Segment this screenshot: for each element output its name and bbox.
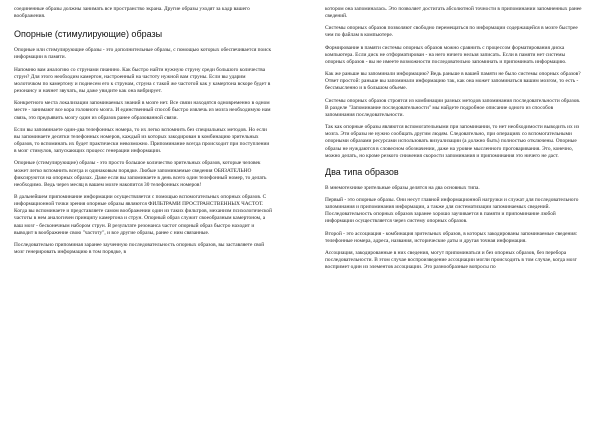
paragraph: Последовательно припоминая заранее заученную последовательность опорных образов, вы заставляете свой мозг генерировать информацию в том порядке, в xyxy=(14,241,265,256)
section-heading-support-images: Опорные (стимулирующие) образы xyxy=(14,29,163,40)
paragraph: В мнемотехнике зрительные образы делятся на два основных типа. xyxy=(325,184,480,191)
paragraph: Конкретного места локализации запоминаемых знаний в мозге нет. Все связи находятся одновременно в одном месте - занимают все кора головного мозга. И единственный способ быстро извлечь из мозга необходимую нам связь, это предъявить мозгу один из образов ранее образованной связи. xyxy=(14,100,271,121)
left-column xyxy=(14,6,273,420)
paragraph: Так как опорные образы являются вспомогательными при запоминании, то нет необходимости выводить их из мозга. Эти образы не нужно сообщать другим людям. Следовательно, при операциях со вспомогательными опорными образами ресурсами использовать визуализации (а должно быть) полностью отключены. Опорные образы не нуждаются в словесном обозначении, даже на уровне мысленного проговаривания. Это, конечно, можно делать, но кроме резкого снижения скорости запоминания и припоминания это ничего не даст. xyxy=(325,124,580,159)
paragraph: Второй - это ассоциация - комбинация зрительных образов, в которых закодированы запоминаемые сведения: телефонные номера, адреса, названия, исторические даты и другая точная информация. xyxy=(325,230,578,244)
paragraph: Опорные (стимулирующие) образы - это просто большое количество зрительных образов, которые человек может легко вспомнить всегда и одинаковым порядке. Любые запоминаемые сведения ОБЯЗАТЕЛЬНО фиксируются на опорных образах. Даже если вы запоминаете в день всего один телефонный номер, то делать необходимо. Ведь через месяц в вашем мозге накопится 30 телефонных номеров! xyxy=(14,160,267,188)
paragraph: Напомню вам аналогию со струнами пианино. Как быстро найти нужную струну среди большого количества струн? Для этого необходим камертон, настроенный на частоту нужной вам струны. Если вы ударим молоточком по камертону и поднесем его к струнам, струна с такой же частотой как у камертона вскоре будет в резонансу и начнет звучать, вы даже увидите как она вибрирует. xyxy=(14,66,271,95)
paragraph: Формирование в памяти системы опорных образов можно сравнить с процессом форматирования диска компьютера. Если диск не отформатирован - на него ничего нельзя записать. Если в памяти нет системы опорных образов - вы не имеете возможности последовательно запоминать и припоминать информацию. xyxy=(325,44,567,65)
paragraph: Системы опорных образов позволяют свободно перемещаться по информации содержащейся в мозге быстрее чем по файлам в компьютере. xyxy=(325,25,578,39)
paragraph: Если вы запоминаете один-два телефонных номера, то их легко вспомнить без специальных методов. Но если вы запоминаете десятки телефонных номеров, каждый из которых закодирован в комбинацию зрительных образов, то вспоминать их будет практически невозможно. Припоминание всегда происходит при поступлении в мозг стимулов, запускающих процесс генерации информации. xyxy=(14,126,270,155)
paragraph: Первый - это опорные образы. Они несут главной информационной нагрузки и служат для последовательного запоминания и припоминания информации, а также для систематизации запоминаемых сведений. Последовательность опорных образов заранее хорошо заучивается в памяти и припоминание любой информации осуществляется через систему опорных образов. xyxy=(325,196,579,225)
section-heading-two-types: Два типа образов xyxy=(325,166,399,177)
paragraph: В дальнейшем припоминание информации осуществляется с помощью вспомогательных опорных образов. С информационной точки зрения опорные образы являются ФИЛЬТРАМИ ПРОСТРАНСТВЕННЫХ ЧАСТОТ. Когда вы вспоминаете и представляете самом воображении один из таких фильтров, механизм психологической частоты в нем аналогичен принципу камертона и струн. Опорный образ служит своеобразным камертоном, а ваш мозг - бесконечным набором струн. В результате резонанса частот опорный образ быстро находит и выводит в воображение свою "частоту", и все другие образы, ранее с ним связанные. xyxy=(14,193,272,236)
paragraph: Ассоциация, закодированные в них сведения, могут припоминаться и без опорных образов, без перебора последовательности. В этом случае воспроизведение ассоциации могли происходить в том случае, когда мозг воспримет один из элементов ассоциации. Это разнообразные вопросы по xyxy=(325,249,577,271)
paragraph: Системы опорных образов строятся из комбинации разных методов запоминания последовательности образов. В разделе "Запоминание последовательности" мы найдете подробное описание одного из способов запоминания последовательности. xyxy=(325,97,581,118)
right-column xyxy=(325,6,584,420)
paragraph: Как же раньше вы запоминали информацию? Ведь раньше в вашей памяти не было системы опорных образов? Ответ простой: раньше вы запоминали информацию так, как она может запоминаться вашим мозгом, то есть - бессмысленно и в большом объеме. xyxy=(325,71,581,92)
paragraph: Опорные или стимулирующие образы - это дополнительные образы, с помощью которых обеспечивается поиск информации в памяти. xyxy=(14,47,272,61)
paragraph: котором она запоминалась. Это позволяет достигать абсолютной точности в припоминании запомненных ранее сведений. xyxy=(325,6,582,20)
paragraph-continued: соединенные образы должны занимать все пространство экрана. Другие образы уходят за кадр вашего воображения. xyxy=(14,6,250,20)
